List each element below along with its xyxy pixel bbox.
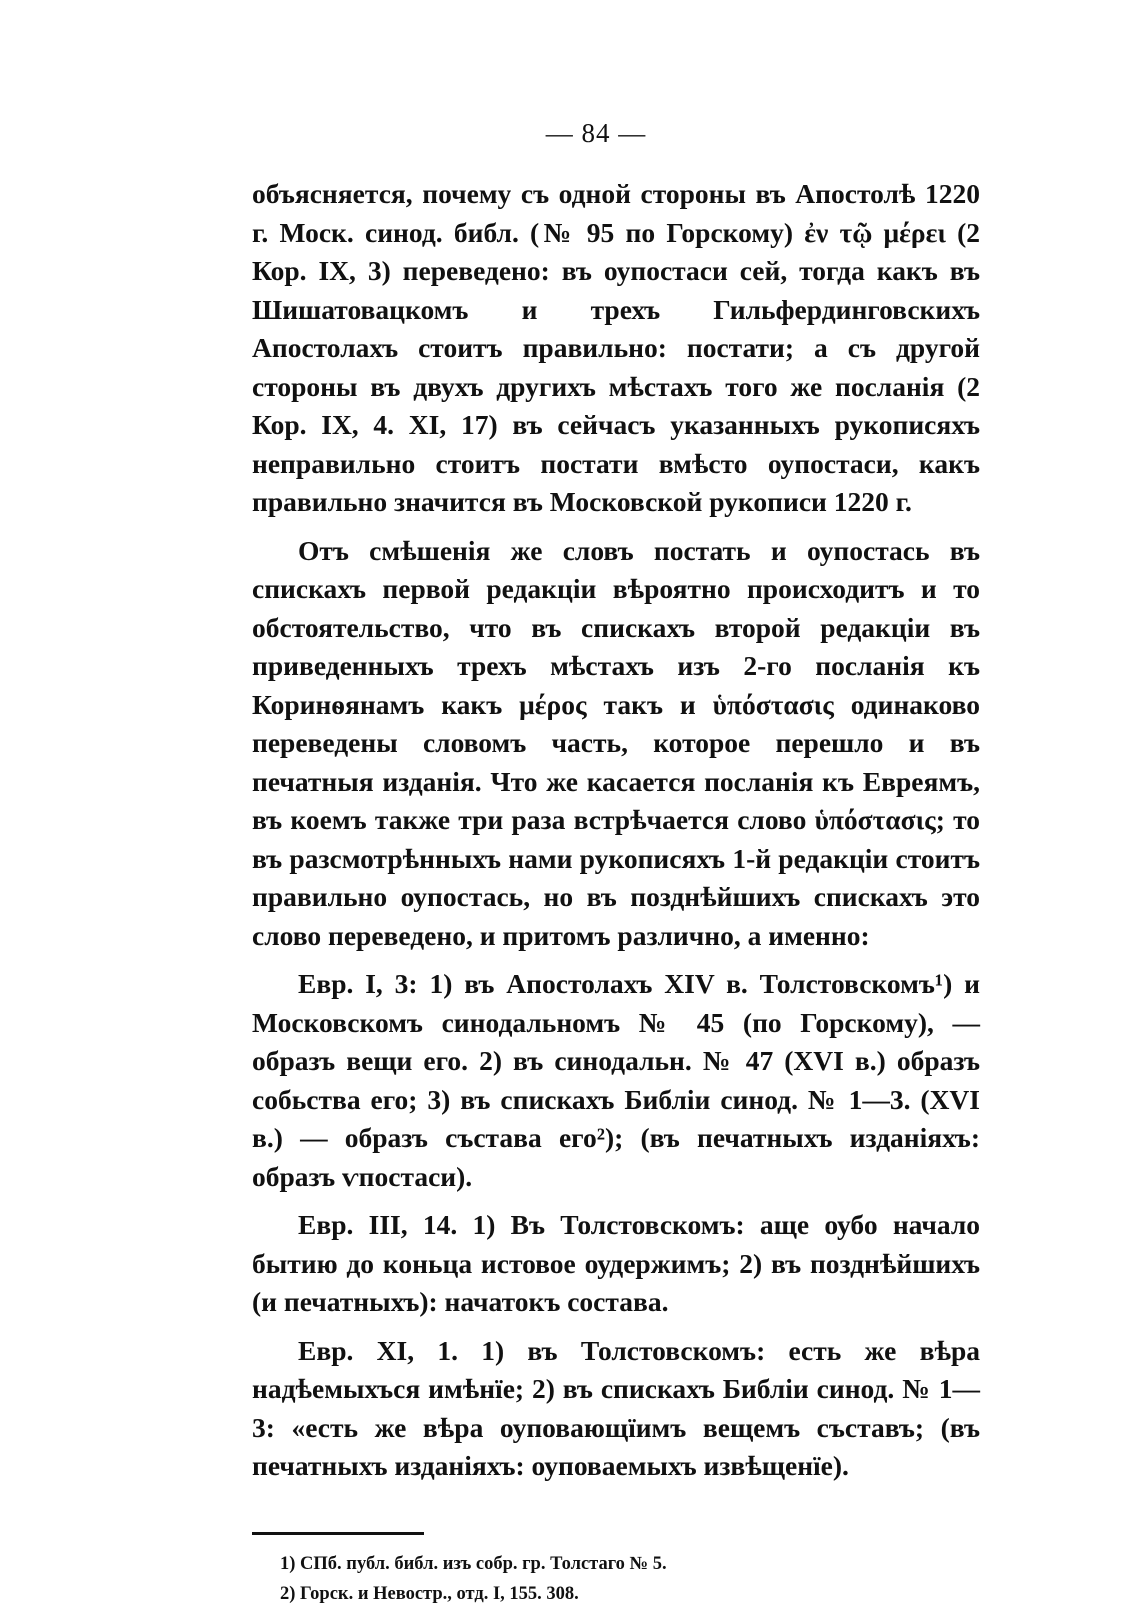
- paragraph-2: Отъ смѣшенія же словъ постать и оупостась въ спискахъ первой редакціи вѣроятно происходитъ и то обстоятельство, что въ спискахъ второй редакціи въ приведенныхъ трехъ мѣстахъ изъ 2-го посланія къ Коринѳянамъ какъ μέρος такъ и ὑπόστασις одинаково переведены словомъ часть, которое перешло и въ печатныя изданія. Что же касается посланія къ Евреямъ, въ коемъ также три раза встрѣчается слово ὑπόστασις; то въ разсмотрѣнныхъ нами рукописяхъ 1-й редакціи стоитъ правильно оупостась, но въ позднѣйшихъ спискахъ это слово переведено, и притомъ различно, а именно:: [252, 534, 980, 951]
- paragraph-heb-1-3: Евр. I, 3: 1) въ Апостолахъ XIV в. Толстовскомъ¹) и Московскомъ синодальномъ № 45 (по Горскому), — образъ вещи его. 2) въ синодальн. № 47 (XVI в.) образъ собьства его; 3) въ спискахъ Библіи синод. № 1—3. (XVI в.) — образъ състава его²); (въ печатныхъ изданіяхъ: образъ ѵпостаси).: [252, 968, 980, 1192]
- page-number: — 84 —: [545, 118, 647, 148]
- footnote-1: 1) СПб. публ. библ. изъ собр. гр. Толстаго № 5.: [280, 1553, 667, 1574]
- footnote-2: 2) Горск. и Невостр., отд. I, 155. 308.: [280, 1583, 579, 1604]
- paragraph-heb-3-14: Евр. III, 14. 1) Въ Толстовскомъ: аще оубо начало бытию до коньца истовое оудержимъ; 2) въ позднѣйшихъ (и печатныхъ): начатокъ состава.: [252, 1209, 980, 1317]
- paragraph-1: объясняется, почему съ одной стороны въ Апостолѣ 1220 г. Моск. синод. библ. (№ 95 по Горскому) ἐν τῷ μέρει (2 Кор. IX, 3) переведено: въ оупостаси сей, тогда какъ въ Шишатовацкомъ и трехъ Гильфердинговскихъ Апостолахъ стоитъ правильно: постати; а съ другой стороны въ двухъ другихъ мѣстахъ того же посланія (2 Кор. IX, 4. XI, 17) въ сейчасъ указанныхъ рукописяхъ неправильно стоитъ постати вмѣсто оупостаси, какъ правильно значится въ Московской рукописи 1220 г.: [252, 178, 980, 517]
- paragraph-heb-11-1: Евр. XI, 1. 1) въ Толстовскомъ: есть же вѣра надѣемыхъся имѣнїе; 2) въ спискахъ Библіи синод. № 1—3: «есть же вѣра оуповающїимъ вещемъ съставъ; (въ печатныхъ изданіяхъ: оуповаемыхъ извѣщенїе).: [252, 1334, 980, 1481]
- footnote-divider: [252, 1532, 424, 1535]
